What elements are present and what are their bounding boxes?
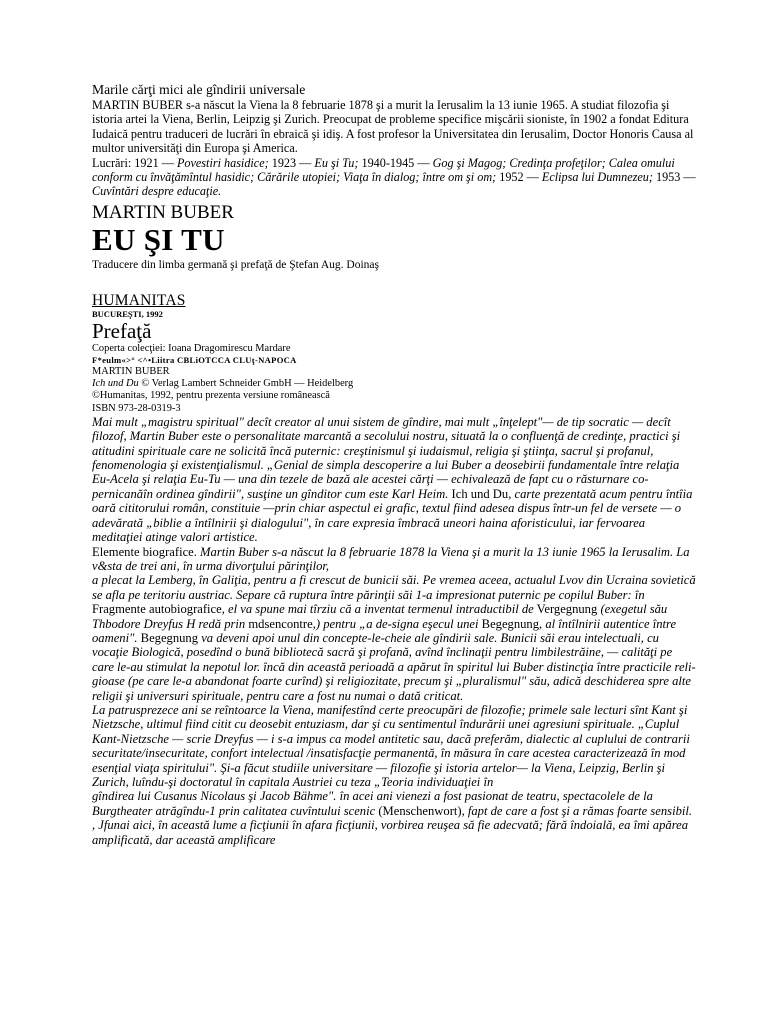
translation-credit: Traducere din limba germană şi prefaţă de Ştefan Aug. Doinaş [92, 258, 379, 271]
preface-paragraph-4: La patrusprezece ani se reîntoarce la Viena, manifestînd certe preocupări de filozofie; primele sale lecturi sînt Kant şi Nietzsche, ultimul fiind citit cu deosebit entuziasm, dar şi cu sentimentul îndurării unei agresiuni spirituale. „Cuplul Kant-Nietzsche — scrie Dreyfus — i s-a impus ca model antitetic sau, dacă preferăm, dialectic al cuplului de contrarii securitate/insecuritate, confort intelectual /insatisfacţie permanentă, în măsura în care acestea caracterizează în mod esenţial viaţa spiritului". Şi-a făcut studiile universitare — filozofie şi istoria artelor— la Viena, Leipzig, Berlin şi Zurich, luîndu-şi doctoratul în capitala Austriei cu teza „Teoria individuaţiei în [92, 702, 690, 790]
preface-paragraph-5: gîndirea lui Cusanus Nicolaus şi Jacob Bähme". în acei ani vienezi a fost pasionat de teatru, spectacolele de la Burgtheater atrăgîndu-1 prin calitatea cuvîntului scenic (Menschenwort), fapt de care a fost şi a rămas foarte sensibil. , Jfunai aici, în această lume a ficţiunii în afara ficţiunii, vorbirea reuşea să fie adecvată; fără îndoială, ea îmi apărea amplificată, dar această amplificare [92, 789, 693, 847]
preface-paragraph-2: Elemente biografice. Martin Buber s-a născut la 8 februarie 1878 la Viena şi a murit la 13 iunie 1965 la Ierusalim. La v&sta de trei ani, în urma divorţului părinţilor, [92, 544, 690, 573]
cover-credit: Coperta colecţiei: Ioana Dragomirescu Mardare [92, 342, 291, 354]
original-copyright: Ich und Du © Verlag Lambert Schneider GmbH — Heidelberg [92, 378, 354, 390]
isbn: ISBN 973-28-0319-3 [92, 402, 181, 414]
library-stamp: F*eulm«>° <^•Liitra CBLiOTCCA CLUţ-NAPOCA [92, 355, 297, 366]
preface-heading: Prefaţă [92, 318, 152, 343]
author-name: MARTIN BUBER [92, 201, 234, 223]
author-bio: MARTIN BUBER s-a născut la Viena la 8 februarie 1878 şi a murit la Ierusalim la 13 iunie 1965. A studiat filozofia şi istoria artei la Viena, Berlin, Leipzig şi Zurich. Preocupat de probleme specifice mişcării sioniste, în 1902 a fondat Editura Iudaică pentru traduceri de lucrări în ebraică şi idiş. A fost profesor la Universitatea din Ierusalim, Doctor Honoris Causa al multor universităţi din Europa şi America. [92, 98, 694, 156]
book-title: EU ŞI TU [92, 221, 225, 257]
publisher-name: HUMANITAS [92, 291, 186, 309]
preface-paragraph-3: a plecat la Lemberg, în Galiţia, pentru a fi crescut de bunicii săi. Pe vremea aceea, actualul Lvov din Ucraina sovietică se afla pe teritoriu austriac. Separe că ruptura între părinţii săi 1-a impresionat puternic pe copilul Buber: în Fragmente autobiografice, el va spune mai tîrziu că a inventat termenul intraductibil de Vergegnung (exegetul său Thbodore Dreyfus H redă prin mdsencontre,) pentru „a de-signa eşecul unei Begegnung, al întîlnirii autentice între oameni". Begegnung va deveni apoi unul din concepte-le-cheie ale gîndirii sale. Bunicii săi erau intelectuali, cu vocaţie Biologică, posedînd o bună bibliotecă sacră şi profană, avînd înclinaţii pentru limbilestrăine, — calităţi pe care le-au stimulat la nepotul lor. încă din această perioadă a apărut în spiritul lui Buber distincţia între practicile reli-gioase (pe care le-a abandonat foarte curînd) şi religiozitate, precum şi „pluralismul" său, adică deschiderea spre alte religii şi universuri spirituale, pentru care a fost nu numai o dată criticat. [92, 573, 696, 703]
publication-place-year: BUCUREŞTI, 1992 [92, 308, 163, 319]
preface-paragraph-1: Mai mult „magistru spiritual" decît creator al unui sistem de gîndire, mai mult „înţelept"— de tip socratic — decît filozof, Martin Buber este o personalitate marcantă a secolului nostru, situată la o confluenţă de credinţe, practici şi atitudini spirituale care ne solicită încă puternic: creştinismul şi iudaismul, religia şi ştiinţa, sacrul şi profanul, fenomenologia şi existenţialismul. „Genial de simpla descoperire a lui Buber a deosebirii fundamentale între relaţia Eu-Acela şi relaţia Eu-Tu — una din tezele de bază ale acestei cărţi — echivalează de fapt cu o răsturnare co-pernicanăîn ordinea gîndirii", susţine un gînditor cum este Karl Heim. Ich und Du, carte prezentată acum pentru întîia oară cititorului român, constituie —prin chiar aspectul ei grafic, textul fiind adesea dispus într-un fel de versete — o adevărată „biblie a întîlnirii şi dialogului", în care expresia îmbracă uneori haina aforisticului, iar fervoarea meditaţiei atinge valori artistice. [92, 414, 693, 545]
works-list: Lucrări: 1921 — Povestiri hasidice; 1923 — Eu şi Tu; 1940-1945 — Gog şi Magog; Credinţa profeţilor; Calea omului conform cu învăţămîntul hasidic; Cărările utopiei; Viaţa în dialog; între om şi om; 1952 — Eclipsa lui Dumnezeu; 1953 — Cuvîntări despre educaţie. [92, 155, 696, 199]
credit-author: MARTIN BUBER [92, 366, 170, 378]
translation-copyright: ©Humanitas, 1992, pentru prezenta versiune românească [92, 390, 330, 402]
series-title: Marile cărţi mici ale gîndirii universale [92, 82, 306, 97]
page [92, 82, 696, 847]
